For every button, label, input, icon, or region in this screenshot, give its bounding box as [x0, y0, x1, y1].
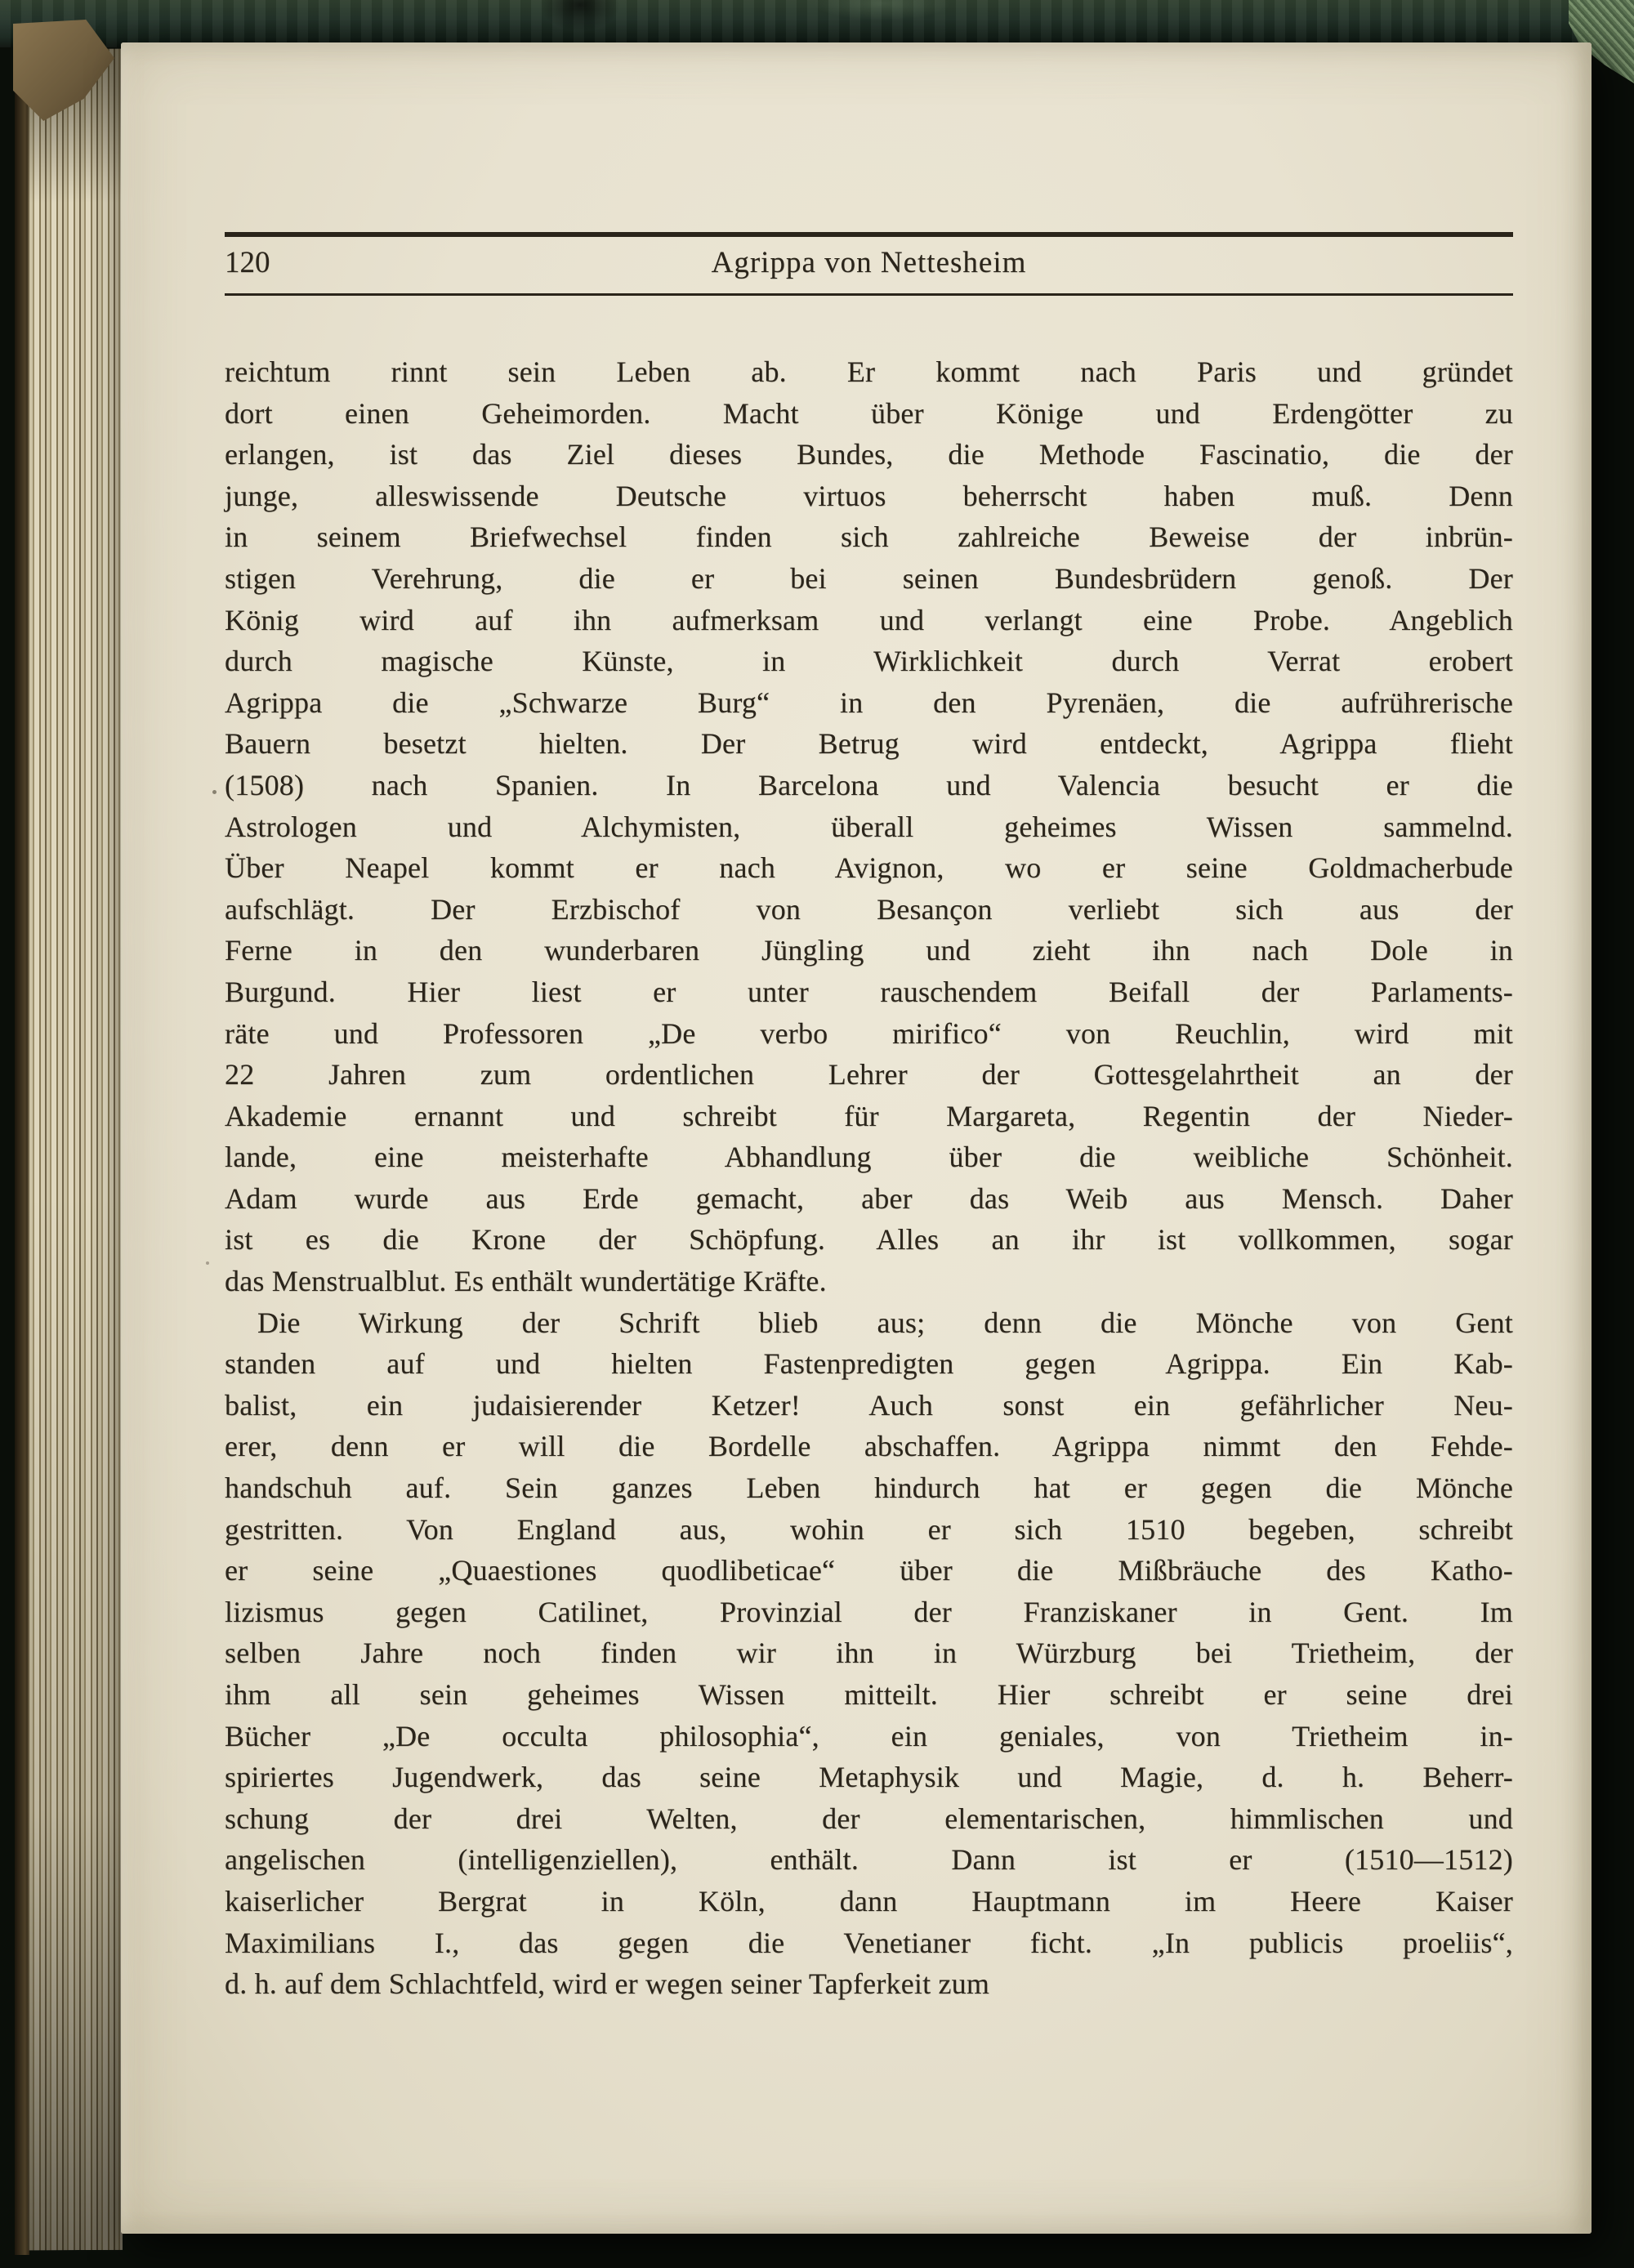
text-line: kaiserlicher Bergrat in Köln, dann Hauptmann im Heere Kaiser: [225, 1884, 1513, 1918]
text-line: ihm all sein geheimes Wissen mitteilt. Hier schreibt er seine drei: [225, 1678, 1513, 1711]
text-line: reichtum rinnt sein Leben ab. Er kommt nach Paris und gründet: [225, 355, 1513, 388]
text-line: erer, denn er will die Bordelle abschaffen. Agrippa nimmt den Fehde-: [225, 1430, 1513, 1463]
text-line: Adam wurde aus Erde gemacht, aber das Weib aus Mensch. Daher: [225, 1181, 1513, 1215]
text-line: Über Neapel kommt er nach Avignon, wo er seine Goldmacherbude: [225, 851, 1513, 885]
text-line: lande, eine meisterhafte Abhandlung über die weibliche Schönheit.: [225, 1141, 1513, 1174]
text-line: König wird auf ihn aufmerksam und verlangt eine Probe. Angeblich: [225, 603, 1513, 636]
text-line: angelischen (intelligenziellen), enthält. Dann ist er (1510—1512): [225, 1843, 1513, 1877]
running-title: Agrippa von Nettesheim: [711, 246, 1027, 279]
text-line: das Menstrualblut. Es enthält wundertätige Kräfte.: [225, 1265, 827, 1298]
text-line: Die Wirkung der Schrift blieb aus; denn die Mönche von Gent: [257, 1306, 1513, 1339]
text-line: durch magische Künste, in Wirklichkeit durch Verrat erobert: [225, 645, 1513, 678]
print-speck: [212, 790, 217, 794]
text-line: Maximilians I., das gegen die Venetianer ficht. „In publicis proeliis“,: [225, 1926, 1513, 1959]
text-line: räte und Professoren „De verbo mirifico“ von Reuchlin, wird mit: [225, 1016, 1513, 1050]
text-line: er seine „Quaestiones quodlibeticae“ über die Mißbräuche des Katho-: [225, 1554, 1513, 1587]
text-line: erlangen, ist das Ziel dieses Bundes, die Methode Fascinatio, die der: [225, 438, 1513, 471]
book-page: [121, 42, 1592, 2234]
text-line: balist, ein judaisierender Ketzer! Auch sonst ein gefährlicher Neu-: [225, 1388, 1513, 1422]
page-number: 120: [225, 246, 270, 279]
text-line: lizismus gegen Catilinet, Provinzial der Franziskaner in Gent. Im: [225, 1595, 1513, 1628]
text-line: Astrologen und Alchymisten, überall geheimes Wissen sammelnd.: [225, 810, 1513, 843]
text-line: dort einen Geheimorden. Macht über Könige und Erdengötter zu: [225, 396, 1513, 430]
header-rule-top: [225, 232, 1513, 237]
page-content: [225, 42, 1513, 2234]
text-line: Ferne in den wunderbaren Jüngling und zieht ihn nach Dole in: [225, 934, 1513, 967]
body-text: [225, 351, 1513, 2005]
text-line: schung der drei Welten, der elementarischen, himmlischen und: [225, 1801, 1513, 1835]
text-line: gestritten. Von England aus, wohin er sich 1510 begeben, schreibt: [225, 1512, 1513, 1546]
text-line: aufschlägt. Der Erzbischof von Besançon verliebt sich aus der: [225, 892, 1513, 926]
text-line: Burgund. Hier liest er unter rauschendem Beifall der Parlaments-: [225, 975, 1513, 1008]
text-line: Bücher „De occulta philosophia“, ein geniales, von Trietheim in-: [225, 1719, 1513, 1752]
text-line: d. h. auf dem Schlachtfeld, wird er wegen seiner Tapferkeit zum: [225, 1967, 990, 2001]
text-line: stigen Verehrung, die er bei seinen Bundesbrüdern genoß. Der: [225, 561, 1513, 595]
text-line: (1508) nach Spanien. In Barcelona und Valencia besucht er die: [225, 768, 1513, 801]
text-line: junge, alleswissende Deutsche virtuos beherrscht haben muß. Denn: [225, 479, 1513, 512]
text-line: Akademie ernannt und schreibt für Margareta, Regentin der Nieder-: [225, 1099, 1513, 1132]
paragraph: [225, 1302, 1513, 2005]
text-line: Bauern besetzt hielten. Der Betrug wird entdeckt, Agrippa flieht: [225, 727, 1513, 761]
text-line: standen auf und hielten Fastenpredigten gegen Agrippa. Ein Kab-: [225, 1347, 1513, 1381]
print-speck: [206, 1261, 209, 1265]
header-rule-bottom: [225, 293, 1513, 296]
page-edges-stack: [28, 49, 123, 2250]
text-line: handschuh auf. Sein ganzes Leben hindurch hat er gegen die Mönche: [225, 1471, 1513, 1505]
text-line: 22 Jahren zum ordentlichen Lehrer der Gottesgelahrtheit an der: [225, 1058, 1513, 1092]
text-line: spiriertes Jugendwerk, das seine Metaphysik und Magie, d. h. Beherr-: [225, 1761, 1513, 1794]
text-line: Agrippa die „Schwarze Burg“ in den Pyrenäen, die aufrührerische: [225, 685, 1513, 719]
book-cover-cloth: [0, 0, 1634, 47]
paragraph: [225, 351, 1513, 1302]
page-header: [225, 239, 1513, 288]
text-line: ist es die Krone der Schöpfung. Alles an ihr ist vollkommen, sogar: [225, 1223, 1513, 1257]
text-line: selben Jahre noch finden wir ihn in Würzburg bei Trietheim, der: [225, 1636, 1513, 1670]
text-line: in seinem Briefwechsel finden sich zahlreiche Beweise der inbrün-: [225, 520, 1513, 554]
